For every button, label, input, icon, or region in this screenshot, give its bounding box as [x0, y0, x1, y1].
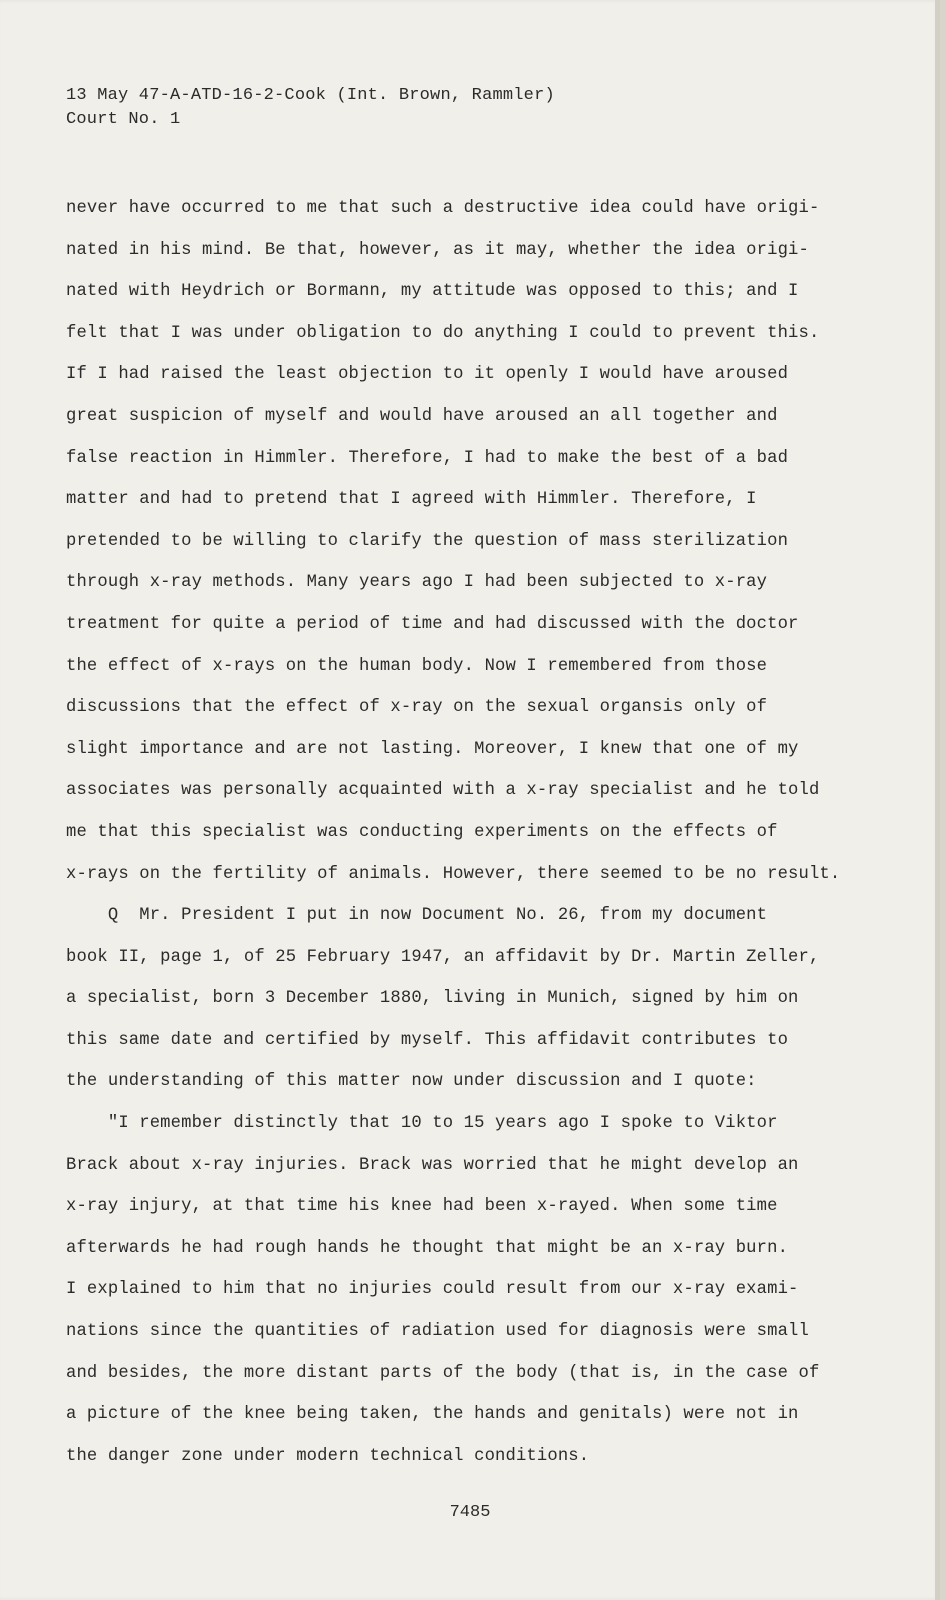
body-line: the understanding of this matter now under discussion and I quote:	[66, 1072, 757, 1092]
body-line: great suspicion of myself and would have aroused an all together and	[66, 406, 778, 426]
body-line: discussions that the effect of x-ray on the sexual organsis only of	[66, 698, 768, 718]
body-line: If I had raised the least objection to it openly I would have aroused	[66, 365, 789, 385]
body-line: this same date and certified by myself. This affidavit contributes to	[66, 1030, 789, 1050]
body-line: "I remember distinctly that 10 to 15 years ago I spoke to Viktor	[66, 1114, 778, 1134]
body-line: a picture of the knee being taken, the hands and genitals) were not in	[66, 1405, 799, 1425]
page-edge	[935, 0, 940, 1600]
body-line: through x-ray methods. Many years ago I had been subjected to x-ray	[66, 573, 768, 593]
body-line: and besides, the more distant parts of the body (that is, in the case of	[66, 1363, 820, 1383]
body-line: x-ray injury, at that time his knee had been x-rayed. When some time	[66, 1197, 778, 1217]
body-line: nated in his mind. Be that, however, as it may, whether the idea origi-	[66, 240, 809, 260]
transcript-body	[66, 188, 866, 1477]
body-line: x-rays on the fertility of animals. However, there seemed to be no result.	[66, 864, 841, 884]
body-line: the effect of x-rays on the human body. Now I remembered from those	[66, 656, 768, 676]
body-line: matter and had to pretend that I agreed with Himmler. Therefore, I	[66, 490, 757, 510]
body-line: me that this specialist was conducting experiments on the effects of	[66, 822, 778, 842]
body-line: treatment for quite a period of time and had discussed with the doctor	[66, 614, 799, 634]
body-line: the danger zone under modern technical conditions.	[66, 1446, 590, 1466]
page-number: 7485	[449, 1503, 491, 1522]
body-line: nations since the quantities of radiation used for diagnosis were small	[66, 1322, 809, 1342]
body-line: slight importance and are not lasting. Moreover, I knew that one of my	[66, 739, 799, 759]
body-line: book II, page 1, of 25 February 1947, an affidavit by Dr. Martin Zeller,	[66, 947, 820, 967]
header-court-line: Court No. 1	[66, 110, 181, 129]
body-line: pretended to be willing to clarify the question of mass sterilization	[66, 531, 789, 551]
document-header	[66, 84, 555, 132]
body-line: afterwards he had rough hands he thought that might be an x-ray burn.	[66, 1238, 789, 1258]
body-line: I explained to him that no injuries could result from our x-ray exami-	[66, 1280, 799, 1300]
body-line: associates was personally acquainted with a x-ray specialist and he told	[66, 781, 820, 801]
body-line: Brack about x-ray injuries. Brack was worried that he might develop an	[66, 1155, 799, 1175]
body-line: Q Mr. President I put in now Document No. 26, from my document	[66, 906, 768, 926]
body-line: felt that I was under obligation to do anything I could to prevent this.	[66, 323, 820, 343]
body-line: a specialist, born 3 December 1880, living in Munich, signed by him on	[66, 989, 799, 1009]
body-line: nated with Heydrich or Bormann, my attitude was opposed to this; and I	[66, 282, 799, 302]
body-line: false reaction in Himmler. Therefore, I had to make the best of a bad	[66, 448, 789, 468]
body-line: never have occurred to me that such a destructive idea could have origi-	[66, 199, 820, 218]
header-session-line: 13 May 47-A-ATD-16-2-Cook (Int. Brown, Rammler)	[66, 86, 555, 105]
